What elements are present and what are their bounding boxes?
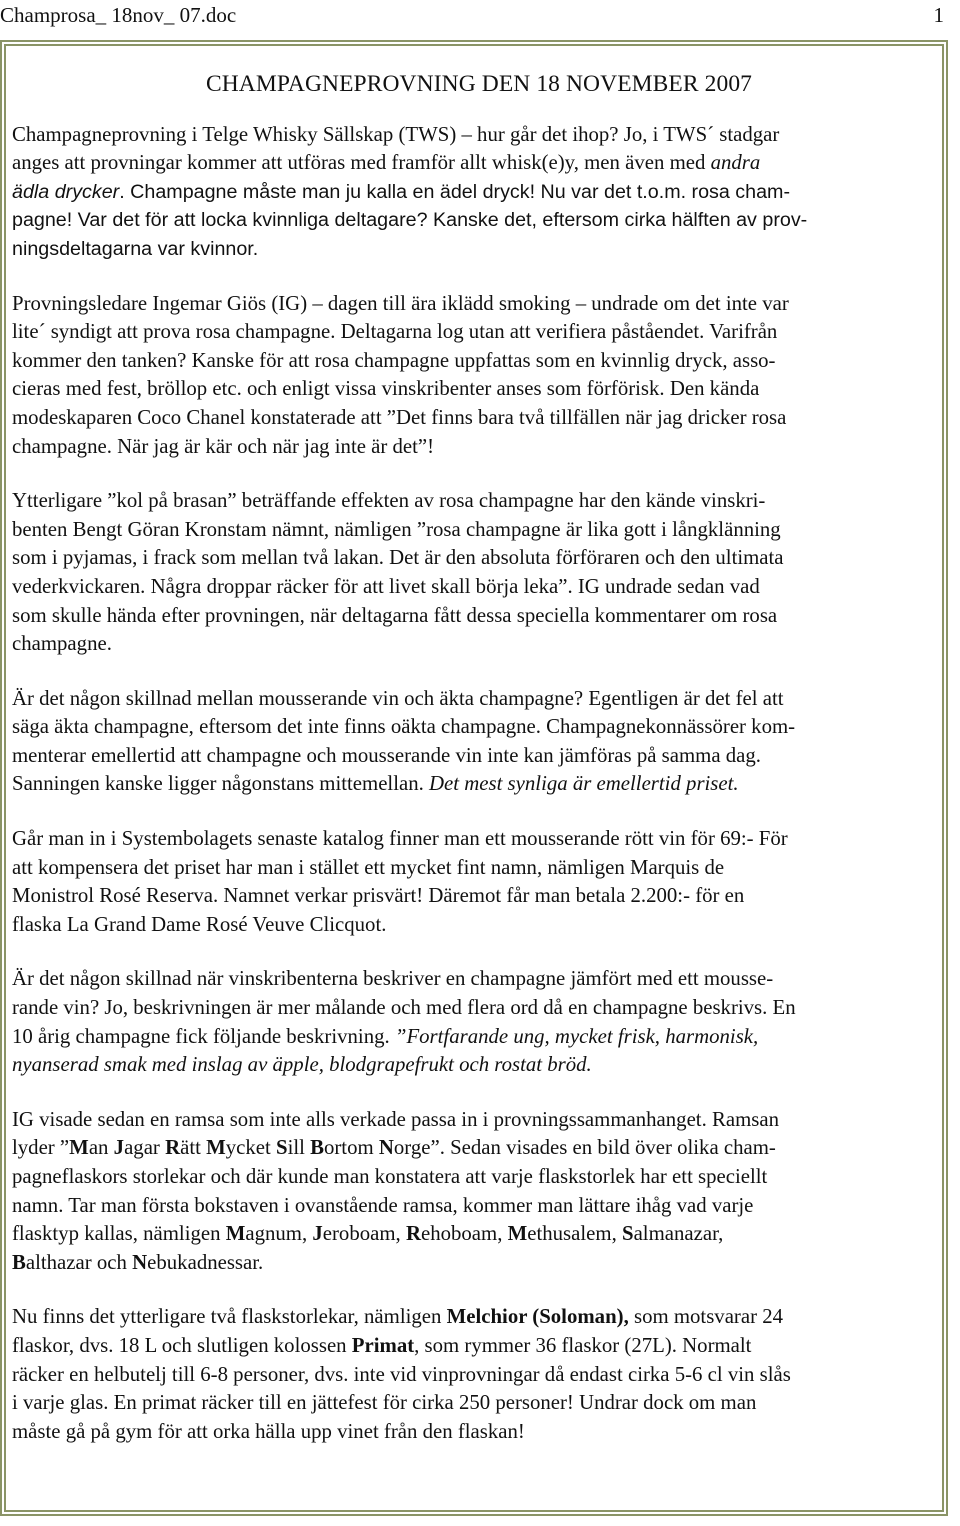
separator: , (718, 1222, 724, 1246)
document-body (12, 70, 946, 1472)
word-rest: ätt (180, 1136, 207, 1160)
separator: , (395, 1222, 406, 1246)
text-line: lite´ syndigt att prova rosa champagne. Deltagarna log utan att verifiera påståendet. Varifrån (12, 320, 778, 344)
bold-initial: N (132, 1250, 148, 1274)
bold-initial: M (69, 1136, 89, 1160)
text-line: IG visade sedan en ramsa som inte alls verkade passa in i provningssammanhanget. Ramsan (12, 1107, 779, 1131)
word-rest: almanazar (633, 1222, 719, 1246)
italic-text: andra (710, 151, 761, 175)
text-line: vederkvickaren. Några droppar räcker för att livet skall börja leka”. IG undrade sedan vad (12, 574, 760, 598)
italic-quote: ”Fortfarande ung, mycket frisk, harmonisk, (394, 1024, 759, 1048)
text-line: benten Bengt Göran Kronstam nämnt, nämligen ”rosa champagne är lika gott i långklänning (12, 517, 781, 541)
word-rest: eroboam (322, 1222, 396, 1246)
text-line: Nu finns det ytterligare två flaskstorlekar, nämligen Melchior (Soloman), som motsvarar 24 (12, 1305, 784, 1329)
word-rest: ycket (225, 1136, 276, 1160)
bottle-names (12, 1251, 263, 1274)
italic-text: ädla drycker (12, 180, 120, 203)
word-rest: ethusalem (527, 1222, 612, 1246)
text-line: modeskaparen Coco Chanel konstaterade att ”Det finns bara två tillfällen när jag dricker rosa (12, 405, 787, 429)
text-line: menterar emellertid att champagne och mousserande vin inte kan jämföras på samma dag. (12, 743, 761, 767)
text-line: räcker en helbutelj till 6-8 personer, dvs. inte vid vinprovningar då endast cirka 5-6 cl vin slås (12, 1362, 791, 1386)
word-rest: agar (124, 1136, 166, 1160)
text-line: pagneflaskors storlekar och där kunde man konstatera att varje flaskstorlek har ett speciellt (12, 1165, 768, 1188)
text-line: att kompensera det priset har man i stället ett mycket fint namn, nämligen Marquis de (12, 855, 725, 879)
bold-initial: S (275, 1136, 288, 1160)
bold-initial: S (621, 1222, 634, 1246)
text-line: måste gå på gym för att orka hälla upp vinet från den flaskan! (12, 1419, 525, 1443)
text-line: säga äkta champagne, eftersom det inte finns oäkta champagne. Champagnekonnässörer kom- (12, 715, 796, 739)
text-line: Går man in i Systembolagets senaste katalog finner man ett mousserande rött vin för 69:- För (12, 827, 788, 851)
text-line: pagne! Var det för att locka kvinnliga deltagare? Kanske det, eftersom cirka hälften av prov- (12, 209, 808, 232)
text-line: Är det någon skillnad mellan mousserande vin och äkta champagne? Egentligen är det fel att (12, 686, 784, 710)
bold-initial: M (507, 1222, 528, 1246)
bold-term-melchior: Melchior (Soloman), (446, 1305, 629, 1329)
bold-initial: J (312, 1222, 323, 1246)
bold-initial: N (378, 1136, 394, 1160)
word-rest: althazar (25, 1250, 92, 1274)
paragraph-intro (12, 121, 946, 264)
bottle-names (226, 1222, 724, 1245)
paragraph-kronstam (12, 487, 946, 659)
bold-initial: B (12, 1250, 26, 1274)
separator: , (301, 1222, 313, 1246)
text-line: som i pyjamas, i frack som mellan två lakan. Det är den absoluta förföraren och den ultimata (12, 546, 784, 570)
text-line (12, 1249, 946, 1278)
bold-initial: M (206, 1136, 226, 1160)
text-line: ädla drycker. Champagne måste man ju kalla en ädel dryck! Nu var det t.o.m. rosa cham- (12, 180, 791, 203)
paragraph-ramsa (12, 1106, 946, 1278)
word-rest: ill (287, 1136, 311, 1160)
bold-initial: R (405, 1222, 421, 1246)
document-title: CHAMPAGNEPROVNING DEN 18 NOVEMBER 2007 (205, 71, 753, 97)
separator: . (258, 1250, 264, 1274)
ramsa-phrase (69, 1136, 430, 1159)
text-line: Ytterligare ”kol på brasan” beträffande effekten av rosa champagne har den kände vinskri- (12, 489, 766, 513)
text-line: 10 årig champagne fick följande beskrivning. ”Fortfarande ung, mycket frisk, harmonisk, (12, 1024, 759, 1048)
text-line: lyder ”Man Jagar Rätt Mycket Sill Bortom Norge”. Sedan visades en bild över olika cham- (12, 1136, 776, 1160)
bold-initial: J (113, 1136, 125, 1160)
paragraph-chanel (12, 290, 946, 462)
word-rest: agnum (245, 1222, 302, 1246)
text-line: som skulle hända efter provningen, när deltagarna fått dessa speciella kommentarer om rosa (12, 603, 778, 627)
paragraph-systembolaget (12, 825, 946, 939)
text-line: Provningsledare Ingemar Giös (IG) – dagen till ära iklädd smoking – undrade om det inte var (12, 291, 789, 315)
text-line: kommer den tanken? Kanske för att rosa champagne uppfattas som en kvinnlig dryck, asso- (12, 348, 776, 372)
text-line: champagne. (12, 632, 112, 656)
word-rest: ebukadnessar (147, 1250, 259, 1274)
text-line: i varje glas. En primat räcker till en jättefest för cirka 250 personer! Undrar dock om man (12, 1391, 757, 1415)
document-filename: Champrosa_ 18nov_ 07.doc (0, 3, 237, 27)
text-line: Är det någon skillnad när vinskribenterna beskriver en champagne jämfört med ett mousse- (12, 967, 774, 991)
italic-text: Det mest synliga är emellertid priset. (429, 772, 739, 796)
text-line: cieras med fest, bröllop etc. och enligt vissa vinskribenter anses som förförisk. Den kända (12, 377, 760, 401)
bold-initial: M (225, 1222, 246, 1246)
page-number: 1 (933, 3, 944, 27)
text-line: namn. Tar man första bokstaven i ovanstående ramsa, kommer man lättare ihåg vad varje (12, 1193, 754, 1217)
text-line: flaskor, dvs. 18 L och slutligen kolossen Primat, som rymmer 36 flaskor (27L). Normalt (12, 1333, 752, 1357)
text-line: flaska La Grand Dame Rosé Veuve Clicquot. (12, 912, 387, 936)
text-line: champagne. När jag är kär och när jag inte är det”! (12, 434, 435, 458)
text-line: flasktyp kallas, nämligen Magnum, Jeroboam, Rehoboam, Methusalem, Salmanazar, (12, 1222, 724, 1246)
separator: , (611, 1222, 622, 1246)
bold-initial: B (310, 1136, 324, 1160)
paragraph-beskrivning (12, 965, 946, 1079)
paragraph-mousserande (12, 685, 946, 799)
word-rest: orge (393, 1136, 431, 1160)
text-line: Champagneprovning i Telge Whisky Sällskap (TWS) – hur går det ihop? Jo, i TWS´ stadgar (12, 122, 780, 146)
text-line (12, 1051, 946, 1080)
separator: , (497, 1222, 508, 1246)
bold-term-primat: Primat (351, 1333, 415, 1357)
italic-quote: nyanserad smak med inslag av äpple, blodgrapefrukt och rostat bröd. (12, 1053, 592, 1077)
paragraph-primat (12, 1303, 946, 1446)
text-line: rande vin? Jo, beskrivningen är mer målande och med flera ord då en champagne beskrivs. En (12, 996, 796, 1020)
text-line: anges att provningar kommer att utföras med framför allt whisk(e)y, men även med andra (12, 151, 761, 175)
bold-initial: R (165, 1136, 181, 1160)
text-line: ningsdeltagarna var kvinnor. (12, 237, 259, 260)
text-line: Sanningen kanske ligger någonstans mittemellan. Det mest synliga är emellertid priset. (12, 772, 739, 796)
separator: och (91, 1250, 133, 1274)
text-line: Monistrol Rosé Reserva. Namnet verkar prisvärt! Däremot får man betala 2.200:- för en (12, 884, 745, 908)
word-rest: ortom (323, 1136, 379, 1160)
word-rest: ehoboam (420, 1222, 498, 1246)
word-rest: an (88, 1136, 114, 1160)
page-header (0, 0, 960, 40)
